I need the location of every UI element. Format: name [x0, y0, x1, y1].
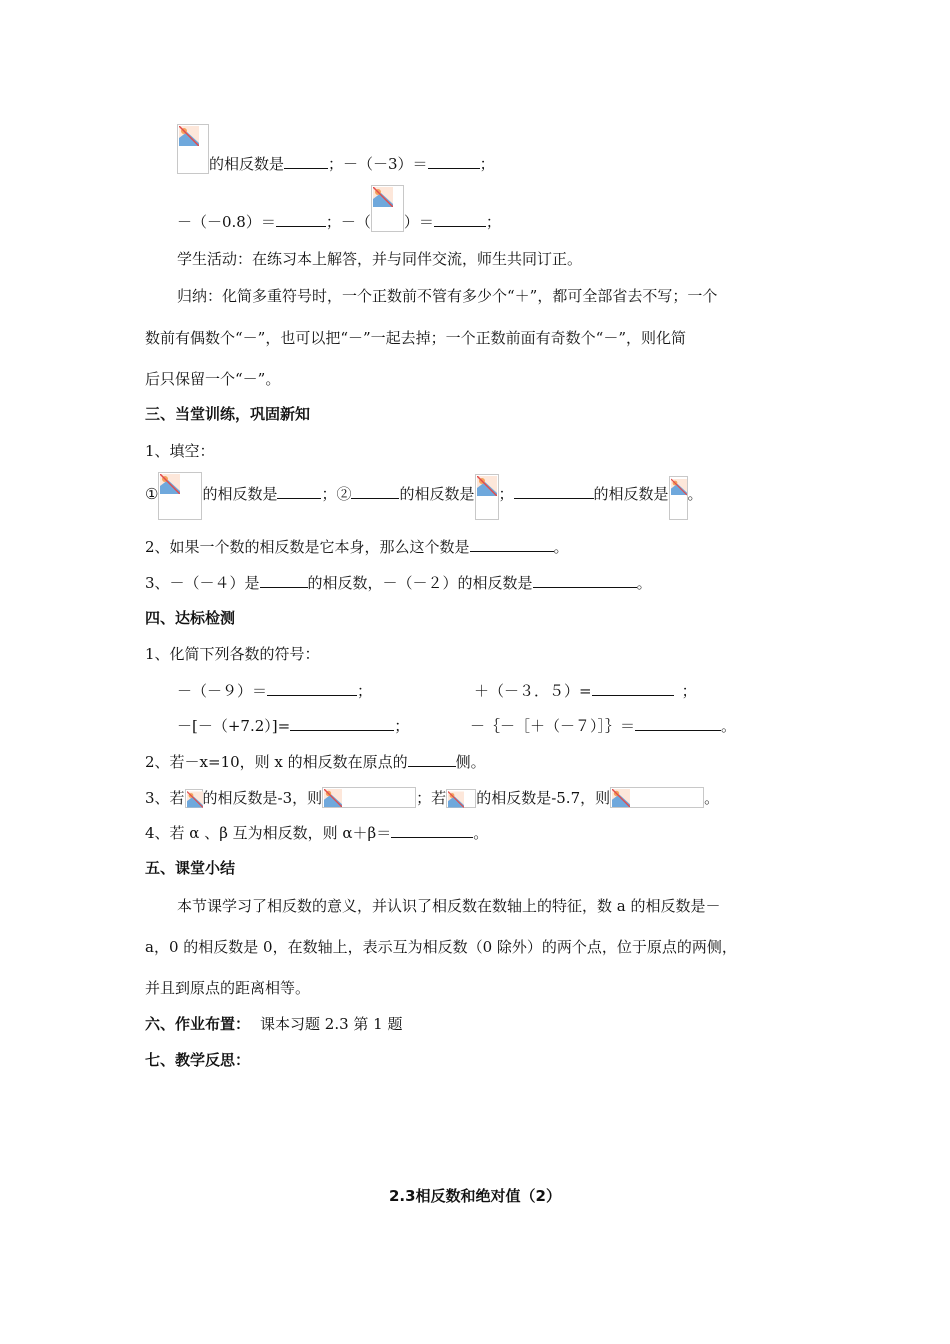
intro-text: －（－0.8）＝ [177, 213, 276, 231]
text: 的相反数是 [399, 485, 475, 503]
text: 2、如果一个数的相反数是它本身，那么这个数是 [145, 538, 470, 556]
expr-1 [177, 681, 372, 701]
question: 1、化简下列各数的符号： [145, 645, 320, 663]
homework-text: 课本习题 2.3 第 1 题 [260, 1015, 403, 1033]
intro-line-2 [177, 185, 501, 232]
text: －｛－［＋（－７）］｝＝ [470, 717, 636, 735]
blank [434, 212, 486, 227]
blank [277, 484, 321, 499]
text: 侧。 [455, 753, 486, 771]
paragraph: 并且到原点的距离相等。 [145, 979, 311, 997]
text: －（－９）＝ [177, 682, 268, 700]
intro-text: 的相反数是 [209, 155, 285, 173]
broken-image-icon [475, 474, 499, 520]
question-2 [145, 752, 486, 772]
homework-line [145, 1014, 403, 1034]
text: 。 [704, 789, 720, 807]
intro-text: ；－（－3）＝ [328, 155, 428, 173]
blank [260, 573, 308, 588]
text: 2、若－x=10，则 x 的相反数在原点的 [145, 753, 408, 771]
text: 的相反数是-3，则 [202, 789, 323, 807]
expr-3 [177, 716, 409, 736]
blank [351, 484, 399, 499]
intro-text: ； [485, 213, 501, 231]
next-lesson-title: 2.3相反数和绝对值（2） [388, 1187, 561, 1205]
text: 的相反数是-5.7，则 [476, 789, 611, 807]
text: ；若 [416, 789, 447, 807]
blank [428, 154, 480, 169]
text: 3、－（－４）是 [145, 574, 260, 592]
summary-line: 归纳：化简多重符号时，一个正数前不管有多少个“＋”，都可全部省去不写；一个 [177, 287, 718, 305]
student-activity: 学生活动：在练习本上解答，并与同伴交流，师生共同订正。 [177, 250, 583, 268]
paragraph: a，0 的相反数是 0，在数轴上，表示互为相反数（0 除外）的两个点，位于原点的两侧， [145, 938, 737, 956]
section-heading: 四、达标检测 [145, 609, 236, 627]
broken-image-icon [185, 789, 203, 808]
text: ； [357, 682, 373, 700]
blank [284, 154, 328, 169]
broken-image-icon [177, 124, 209, 174]
text: ； [394, 717, 410, 735]
paragraph: 本节课学习了相反数的意义，并认识了相反数在数轴上的特征，数 a 的相反数是－ [177, 897, 721, 915]
text: 3、若 [145, 789, 185, 807]
blank [276, 212, 326, 227]
text: －[－（+7.2）]= [177, 717, 291, 735]
text: 的相反数是 [593, 485, 669, 503]
blank [290, 716, 394, 731]
text: 的相反数是 [202, 485, 278, 503]
section-heading: 五、课堂小结 [145, 859, 236, 877]
intro-line-1 [177, 124, 495, 174]
text: ＋（－３．５）= [474, 682, 592, 700]
question: 1、填空： [145, 442, 215, 460]
blank [514, 484, 594, 499]
text: 4、若 α 、β 互为相反数，则 α＋β＝ [145, 824, 392, 842]
text: ； [498, 485, 514, 503]
blank [592, 681, 674, 696]
text: ；② [321, 485, 352, 503]
intro-text: ；－（ [325, 213, 371, 231]
text: ① [145, 485, 159, 503]
text: 。 [473, 824, 489, 842]
question-3 [145, 787, 719, 808]
section-heading: 七、教学反思： [145, 1051, 251, 1069]
broken-image-icon [669, 476, 688, 520]
broken-image-icon [322, 787, 416, 808]
text: ； [681, 682, 697, 700]
text: 。 [636, 574, 652, 592]
blank [391, 823, 473, 838]
text: 。 [721, 717, 737, 735]
expr-4 [470, 716, 736, 736]
blank [533, 573, 637, 588]
question-2 [145, 537, 569, 557]
intro-text: ）＝ [403, 213, 434, 231]
fill-blank-line [145, 472, 703, 504]
broken-image-icon [446, 789, 476, 808]
blank [470, 537, 554, 552]
question-4 [145, 823, 488, 843]
broken-image-icon [610, 787, 704, 808]
text: 的相反数，－（－２）的相反数是 [307, 574, 533, 592]
blank [408, 752, 456, 767]
expr-2 [474, 681, 697, 701]
intro-text: ； [479, 155, 495, 173]
text: 。 [553, 538, 569, 556]
section-heading: 六、作业布置： [145, 1015, 251, 1033]
text: 。 [687, 485, 703, 503]
broken-image-icon [371, 185, 404, 232]
summary-line: 数前有偶数个“－”，也可以把“－”一起去掉；一个正数前面有奇数个“－”，则化简 [145, 329, 687, 347]
section-heading: 三、当堂训练，巩固新知 [145, 405, 311, 423]
blank [635, 716, 721, 731]
blank [267, 681, 357, 696]
broken-image-icon [158, 472, 202, 520]
summary-line: 后只保留一个“－”。 [145, 370, 281, 388]
question-3 [145, 573, 652, 593]
